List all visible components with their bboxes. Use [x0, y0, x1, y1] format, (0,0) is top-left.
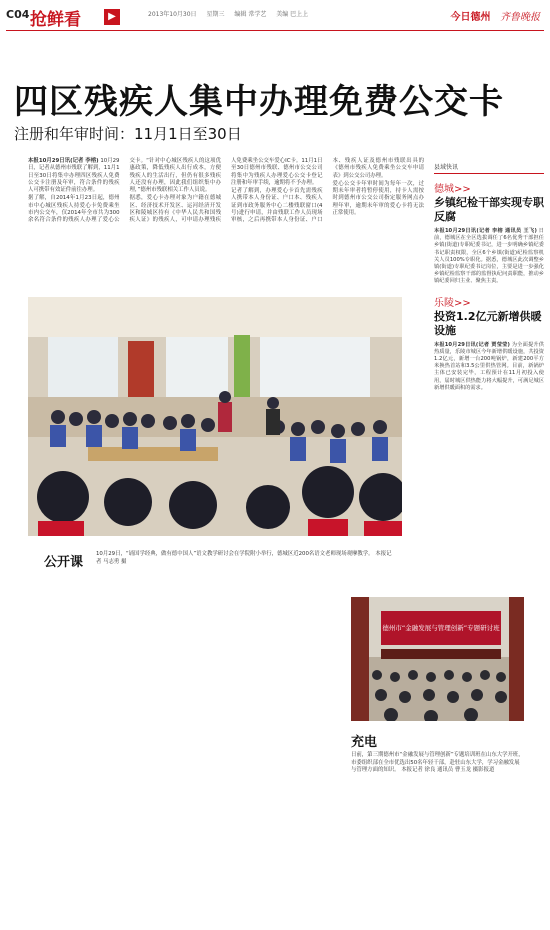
article-paragraph: 爱心公交卡年审时间为每年一次，过期未年审者将暂停使用，持卡人需按时到德州市公交公司指定服务网点办理年审，逾期未年审的爱心卡将无法正常使用。	[332, 180, 424, 217]
article-body	[28, 158, 424, 278]
news-byline: 本报10月29日讯(记者 李榕 通讯员 王飞)	[434, 228, 537, 234]
photo-label: 公开课	[44, 555, 84, 570]
news-item	[434, 294, 544, 392]
issue-meta	[148, 9, 316, 18]
section-title: 抢鲜看	[30, 10, 81, 30]
seminar-banner: 德州市“金融发展与管理创新”专题研讨班	[382, 624, 500, 632]
news-area: 德城>>	[434, 184, 471, 195]
headline: 四区残疾人集中办理免费公交卡	[14, 82, 504, 122]
section-arrow-icon: ▶	[104, 9, 120, 25]
caption-credit: 本报记者 徐良 通讯员 曹玉龙 摄影报道	[401, 767, 495, 773]
photo-label: 充电	[351, 735, 378, 750]
news-body: 为全面提升供热质量，乐陵市城区今年新增供暖设施，共投资1.2亿元，新增一台200吨锅炉，新建200平方米换热首站和3.5公里供热管网。目前，新锅炉主体已安装完毕，工程预计在11月初投入使用，届时城区供热能力将大幅提升，可满足城区新增供暖面积的需求。	[434, 341, 544, 391]
brand	[451, 8, 540, 23]
news-area: 乐陵>>	[434, 297, 471, 309]
article-paragraph: 记者了解到，办理爱心卡首先需残疾人携带本人身份证、户口本、残疾人证到市政务服务中心二楼残联窗口(4号)进行申请，并由残联工作人员现场审核，之后再携带本人身份证、户口本、残疾人证及德州市残联出具的《德州市残疾人免费乘坐公交车申请表》到公交公司办理。	[231, 158, 424, 224]
caption-text: 日前，第三期德州市“金融发展与管理创新”专题培训班在山东大学开班，市委组织部在全市优选出50名年轻干部，赴驻山东大学，学习金融发展与管理方面的知识。	[351, 752, 524, 773]
classroom-photo	[28, 297, 402, 536]
news-text	[434, 228, 544, 286]
article-paragraph: 据悉，爱心卡办理对象为户籍在德城区、经济技术开发区、运河经济开发区和陵城区持有《中华人民共和国残疾人证》的残疾人，可申请办理残疾人免费乘坐公交车爱心IC卡。11月1日至30日德州市残联、德州市公交公司将集中为残疾人办理爱心公交卡登记注册和年审手续，逾期将不予办理。	[129, 158, 323, 224]
county-news-column	[434, 162, 544, 392]
issue-weekday: 星期三	[206, 11, 225, 18]
page-header	[0, 0, 550, 30]
header-rule	[6, 30, 544, 31]
brand-logo: 齐鲁晚报	[500, 12, 540, 23]
subheadline: 注册和年审时间：11月1日至30日	[14, 125, 242, 143]
photo-caption	[351, 752, 524, 775]
page-number: C04	[6, 8, 30, 21]
photo-caption	[96, 551, 396, 566]
brand-label: 今日德州	[450, 12, 491, 23]
caption-credit: 本报记者 马志勇 摄	[96, 551, 392, 565]
column-header: 县域快讯	[434, 162, 544, 174]
caption-text: 10月29日，“诵国学经典，做有德中国人”语文教学研讨会在学院附小举行，德城区近200名语文老师现场观摩教学。	[96, 551, 374, 557]
issue-designer: 美编 巴上上	[276, 11, 309, 18]
article-paragraph: 10月29日，记者从德州市残联了解到，11月1日至30日将集中办理四区残疾人免费公交卡注册及年审，符合条件的残疾人可携带有效证件前往办理。	[28, 158, 120, 194]
news-text	[434, 342, 544, 392]
article-byline: 本报10月29日讯(记者 李榕)	[28, 158, 99, 164]
news-byline: 本报10月29日讯(记者 贾莹莹)	[434, 341, 510, 348]
news-item	[434, 180, 544, 286]
issue-editor: 编辑 常学艺	[234, 11, 267, 18]
seminar-photo	[351, 597, 524, 721]
article-paragraph: 据了解，自2014年1月23日起，德州市中心城区残疾人持爱心卡免费乘坐市内公交车，仅2014年全市共为300余名符合条件的残疾人办理了爱心公交卡。“针对中心城区残疾人的这项优惠政策，降低残疾人出行成本，方便残疾人的生活出行，但仍有很多残疾人还没有办理，因此我们组织集中办理，”德州市残联相关工作人员说。	[28, 158, 221, 224]
news-title: 乡镇纪检干部实现专职反腐	[434, 196, 544, 223]
issue-date: 2013年10月30日	[148, 11, 197, 18]
news-body: 日前，德城区在全区选拔调任了6名优秀干部担任乡镇(街道)专职纪委书记，进一步明确乡镇纪委书记职责权限，全区6个乡镇(街道)纪检监察机关人员100%专职化。据悉，德城区此次调整乡镇(街道)专职纪委书记岗位，主要是进一步强化乡镇纪检监察干部的监督执纪问责职能，推动乡镇纪委回归主业、聚焦主责。	[434, 228, 544, 285]
news-title: 投资1.2亿元新增供暖设施	[434, 309, 542, 337]
